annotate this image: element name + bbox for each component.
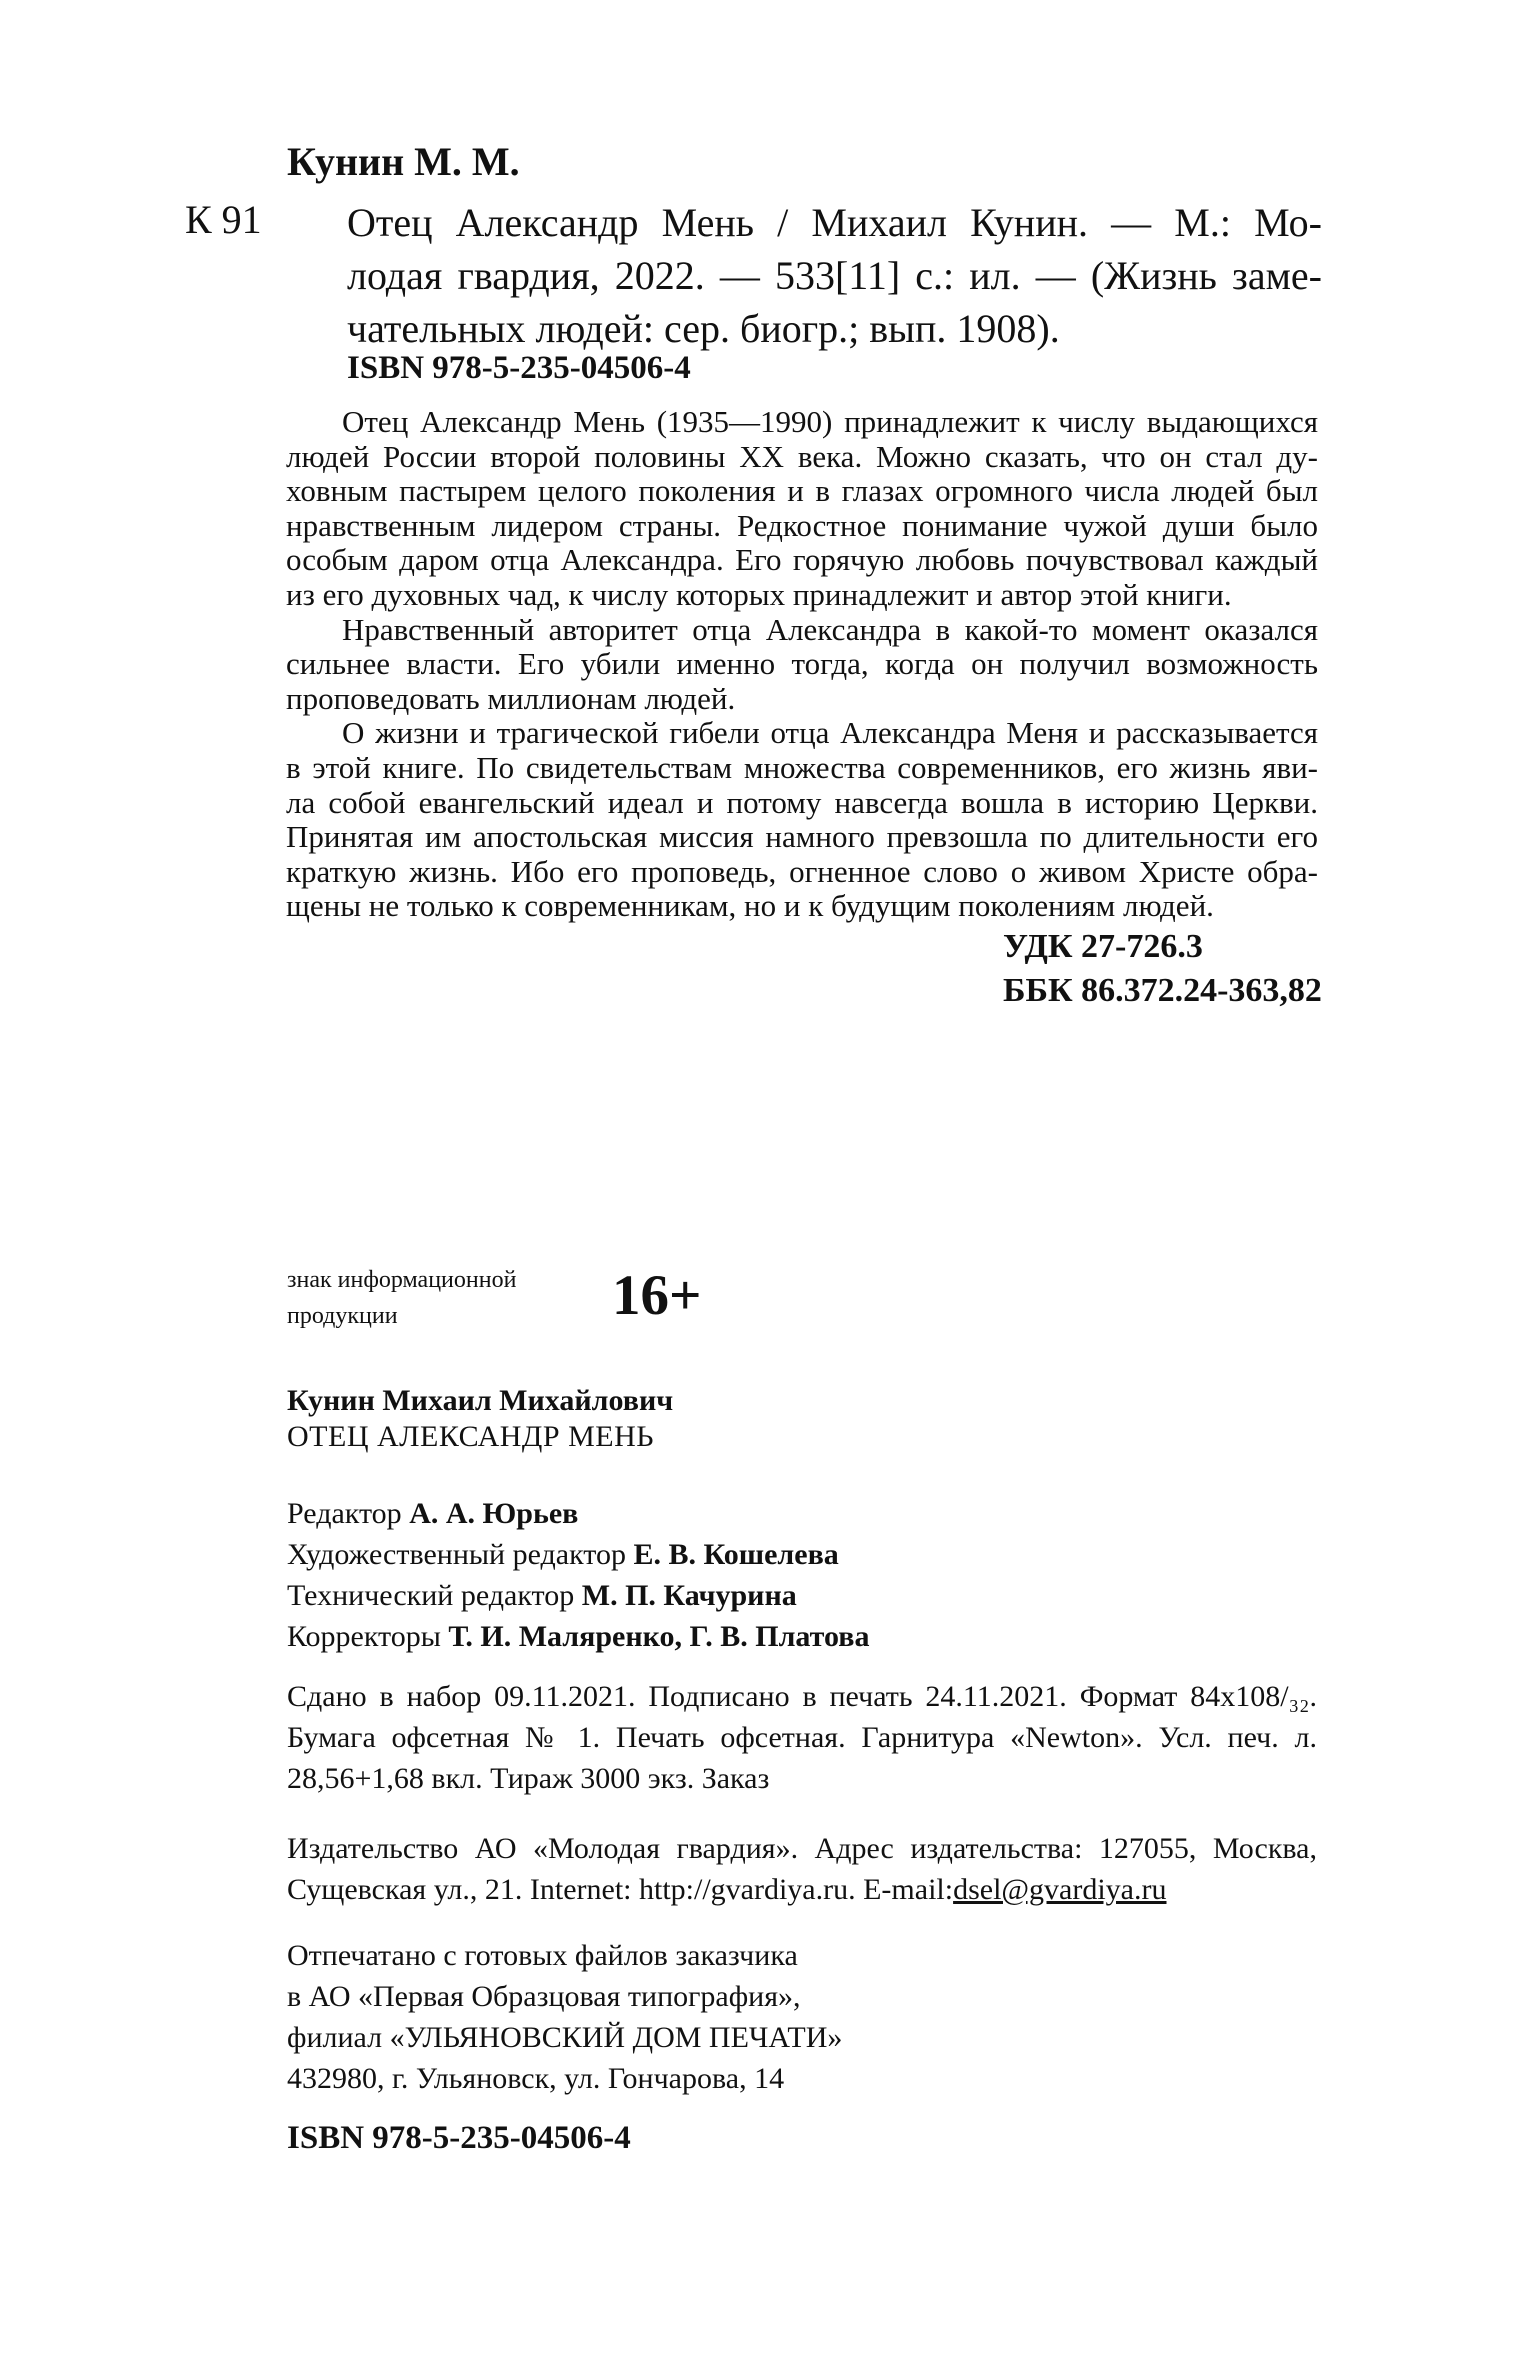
abstract-line: проповедовать миллионам людей. xyxy=(286,680,736,716)
author-heading: Кунин М. М. xyxy=(287,139,520,184)
abstract-line: ла собой евангельский идеал и потому навсегда вошла в историю Церкви. xyxy=(286,784,1318,820)
library-index: К 91 xyxy=(185,197,262,242)
publisher-info xyxy=(287,1828,1317,1910)
age-sign-label-line: продукции xyxy=(287,1303,398,1329)
abstract-line: сильнее власти. Его убили именно тогда, когда он получил возможность xyxy=(286,646,1318,682)
staff-row xyxy=(287,1493,869,1534)
udk-code: УДК 27-726.3 xyxy=(1003,928,1203,965)
abstract-line: Принятая им апостольская миссия намного превзошла по длительности его xyxy=(286,819,1318,855)
printer-info xyxy=(287,1935,842,2099)
biblio-line: Отец Александр Мень / Михаил Кунин. — М.: Мо- xyxy=(347,200,1322,245)
printer-line: филиал «УЛЬЯНОВСКИЙ ДОМ ПЕЧАТИ» xyxy=(287,2021,843,2054)
abstract-line: в этой книге. По свидетельствам множества современников, его жизнь яви- xyxy=(286,749,1318,785)
abstract-line: щены не только к современникам, но и к будущим поколениям людей. xyxy=(286,888,1214,924)
abstract xyxy=(286,405,1318,924)
publisher-line xyxy=(287,1869,1317,1910)
abstract-line: О жизни и трагической гибели отца Александра Меня и рассказывается xyxy=(342,715,1318,751)
spec-line: Бумага офсетная № 1. Печать офсетная. Гарнитура «Newton». Усл. печ. л. xyxy=(287,1721,1317,1754)
spec-line: 28,56+1,68 вкл. Тираж 3000 экз. Заказ xyxy=(287,1762,770,1795)
print-specifications xyxy=(287,1676,1317,1799)
abstract-line: особым даром отца Александра. Его горячую любовь почувствовал каждый xyxy=(286,542,1318,578)
staff-names: Е. В. Кошелева xyxy=(633,1538,839,1571)
staff-role: Художественный редактор xyxy=(287,1538,634,1571)
publisher-email-link[interactable]: dsel@gvardiya.ru xyxy=(953,1873,1167,1906)
age-rating: 16+ xyxy=(612,1264,702,1327)
abstract-line: ховным пастырем целого поколения и в глазах огромного числа людей был xyxy=(286,473,1318,509)
abstract-line: краткую жизнь. Ибо его проповедь, огненное слово о живом Христе обра- xyxy=(286,853,1318,889)
printer-line: Отпечатано с готовых файлов заказчика xyxy=(287,1939,798,1972)
editorial-staff xyxy=(287,1493,869,1657)
staff-row xyxy=(287,1575,869,1616)
staff-role: Технический редактор xyxy=(287,1579,582,1612)
age-sign-label-line: знак информационной xyxy=(287,1267,517,1293)
spec-line: Сдано в набор 09.11.2021. Подписано в печать 24.11.2021. Формат 84x108/₃₂. xyxy=(287,1680,1317,1713)
staff-role: Корректоры xyxy=(287,1620,449,1653)
printer-line: 432980, г. Ульяновск, ул. Гончарова, 14 xyxy=(287,2062,785,2095)
abstract-line: людей России второй половины XX века. Можно сказать, что он стал ду- xyxy=(286,438,1318,474)
staff-role: Редактор xyxy=(287,1497,410,1530)
abstract-line: Отец Александр Мень (1935—1990) принадлежит к числу выдающихся xyxy=(342,404,1318,439)
publisher-address: Сущевская ул., 21. Internet: http://gvardiya.ru. E-mail: xyxy=(287,1873,954,1906)
staff-names: М. П. Качурина xyxy=(581,1579,797,1612)
abstract-line: нравственным лидером страны. Редкостное понимание чужой души было xyxy=(286,507,1318,543)
staff-names: А. А. Юрьев xyxy=(409,1497,579,1530)
isbn-top: ISBN 978-5-235-04506-4 xyxy=(347,350,691,386)
classification-codes xyxy=(1003,925,1322,1013)
biblio-line: лодая гвардия, 2022. — 533[11] с.: ил. — (Жизнь заме- xyxy=(347,253,1322,298)
age-sign-label xyxy=(287,1262,516,1334)
staff-row xyxy=(287,1616,869,1657)
biblio-line: чательных людей: сер. биогр.; вып. 1908). xyxy=(347,306,1060,351)
book-title: ОТЕЦ АЛЕКСАНДР МЕНЬ xyxy=(287,1420,654,1453)
publisher-line: Издательство АО «Молодая гвардия». Адрес издательства: 127055, Москва, xyxy=(287,1832,1317,1865)
printer-line: в АО «Первая Образцовая типография», xyxy=(287,1980,801,2013)
bibliographic-description xyxy=(347,196,1322,355)
staff-row xyxy=(287,1534,869,1575)
abstract-line: из его духовных чад, к числу которых принадлежит и автор этой книги. xyxy=(286,576,1232,612)
bbk-code: ББК 86.372.24-363,82 xyxy=(1003,972,1322,1009)
abstract-line: Нравственный авторитет отца Александра в какой-то момент оказался xyxy=(342,611,1318,647)
isbn-bottom: ISBN 978-5-235-04506-4 xyxy=(287,2120,631,2156)
author-full-name: Кунин Михаил Михайлович xyxy=(287,1384,674,1417)
staff-names: Т. И. Маляренко, Г. В. Платова xyxy=(448,1620,870,1653)
